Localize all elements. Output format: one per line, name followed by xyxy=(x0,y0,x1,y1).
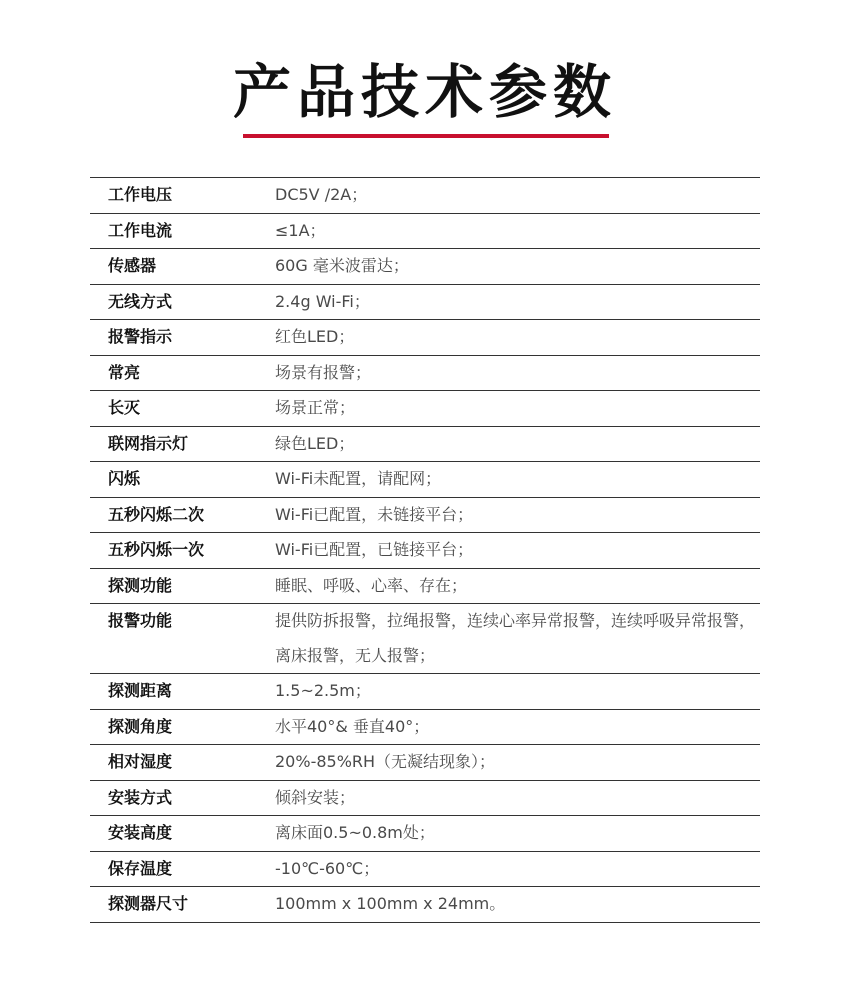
spec-value: DC5V /2A； xyxy=(275,185,368,204)
spec-row-blink-twice xyxy=(90,498,760,534)
spec-label: 工作电压 xyxy=(108,185,173,204)
spec-value: Wi-Fi已配置，未链接平台； xyxy=(275,504,474,524)
spec-value: 离床面0.5~0.8m处； xyxy=(275,823,435,842)
spec-label: 安装高度 xyxy=(108,823,173,842)
spec-value: -10℃-60℃； xyxy=(275,858,380,878)
spec-value: 绿色LED； xyxy=(275,433,355,453)
spec-value: 场景有报警； xyxy=(275,362,372,382)
spec-label: 无线方式 xyxy=(108,291,173,311)
spec-row-alarm-indicator xyxy=(90,320,760,356)
spec-value: 20%-85%RH（无凝结现象）； xyxy=(275,752,496,771)
spec-value: 100mm x 100mm x 24mm。 xyxy=(275,894,506,913)
spec-value: 睡眠、呼吸、心率、存在； xyxy=(275,575,468,595)
spec-row-detection-function xyxy=(90,569,760,605)
spec-label: 报警功能 xyxy=(108,611,173,630)
spec-label: 探测器尺寸 xyxy=(108,894,189,913)
spec-row-alarm-function xyxy=(90,604,760,674)
spec-label: 探测角度 xyxy=(108,716,173,736)
spec-row-blink-once xyxy=(90,533,760,569)
spec-value: 红色LED； xyxy=(275,327,355,346)
spec-label: 传感器 xyxy=(108,256,157,275)
spec-row-current xyxy=(90,214,760,250)
spec-row-network-indicator xyxy=(90,427,760,463)
spec-label: 报警指示 xyxy=(108,327,173,346)
spec-value: 1.5~2.5m； xyxy=(275,681,371,700)
spec-table xyxy=(90,177,760,923)
spec-row-storage-temp xyxy=(90,852,760,888)
spec-value: Wi-Fi未配置，请配网； xyxy=(275,469,442,488)
spec-row-detection-angle xyxy=(90,710,760,746)
spec-value: 水平40°& 垂直40°； xyxy=(275,716,430,736)
spec-row-detection-distance xyxy=(90,674,760,710)
title-underline xyxy=(243,134,609,138)
spec-value: 提供防拆报警，拉绳报警，连续心率异常报警，连续呼吸异常报警，离床报警，无人报警； xyxy=(275,611,756,665)
spec-label: 相对湿度 xyxy=(108,752,173,771)
spec-row-sensor xyxy=(90,249,760,285)
spec-value: 场景正常； xyxy=(275,398,356,417)
spec-value: 2.4g Wi-Fi； xyxy=(275,291,370,311)
spec-value: 倾斜安装； xyxy=(275,787,356,807)
spec-label: 联网指示灯 xyxy=(108,433,189,453)
spec-row-install-height xyxy=(90,816,760,852)
spec-label: 探测距离 xyxy=(108,681,173,700)
spec-row-blinking xyxy=(90,462,760,498)
spec-value: ≤1A； xyxy=(275,220,326,240)
spec-label: 安装方式 xyxy=(108,787,173,807)
spec-label: 五秒闪烁一次 xyxy=(108,540,205,559)
spec-row-steady-on xyxy=(90,356,760,392)
spec-label: 常亮 xyxy=(108,362,141,382)
spec-row-wireless xyxy=(90,285,760,321)
spec-label: 探测功能 xyxy=(108,575,173,595)
spec-label: 保存温度 xyxy=(108,858,173,878)
spec-label: 闪烁 xyxy=(108,469,141,488)
spec-value: Wi-Fi已配置，已链接平台； xyxy=(275,540,474,559)
spec-row-steady-off xyxy=(90,391,760,427)
spec-value: 60G 毫米波雷达； xyxy=(275,256,409,275)
page-title: 产品技术参数 xyxy=(232,58,617,126)
spec-row-install-method xyxy=(90,781,760,817)
spec-row-humidity xyxy=(90,745,760,781)
spec-row-dimensions xyxy=(90,887,760,923)
spec-row-voltage xyxy=(90,178,760,214)
spec-label: 工作电流 xyxy=(108,220,173,240)
spec-label: 长灭 xyxy=(108,398,141,417)
spec-label: 五秒闪烁二次 xyxy=(108,504,205,524)
